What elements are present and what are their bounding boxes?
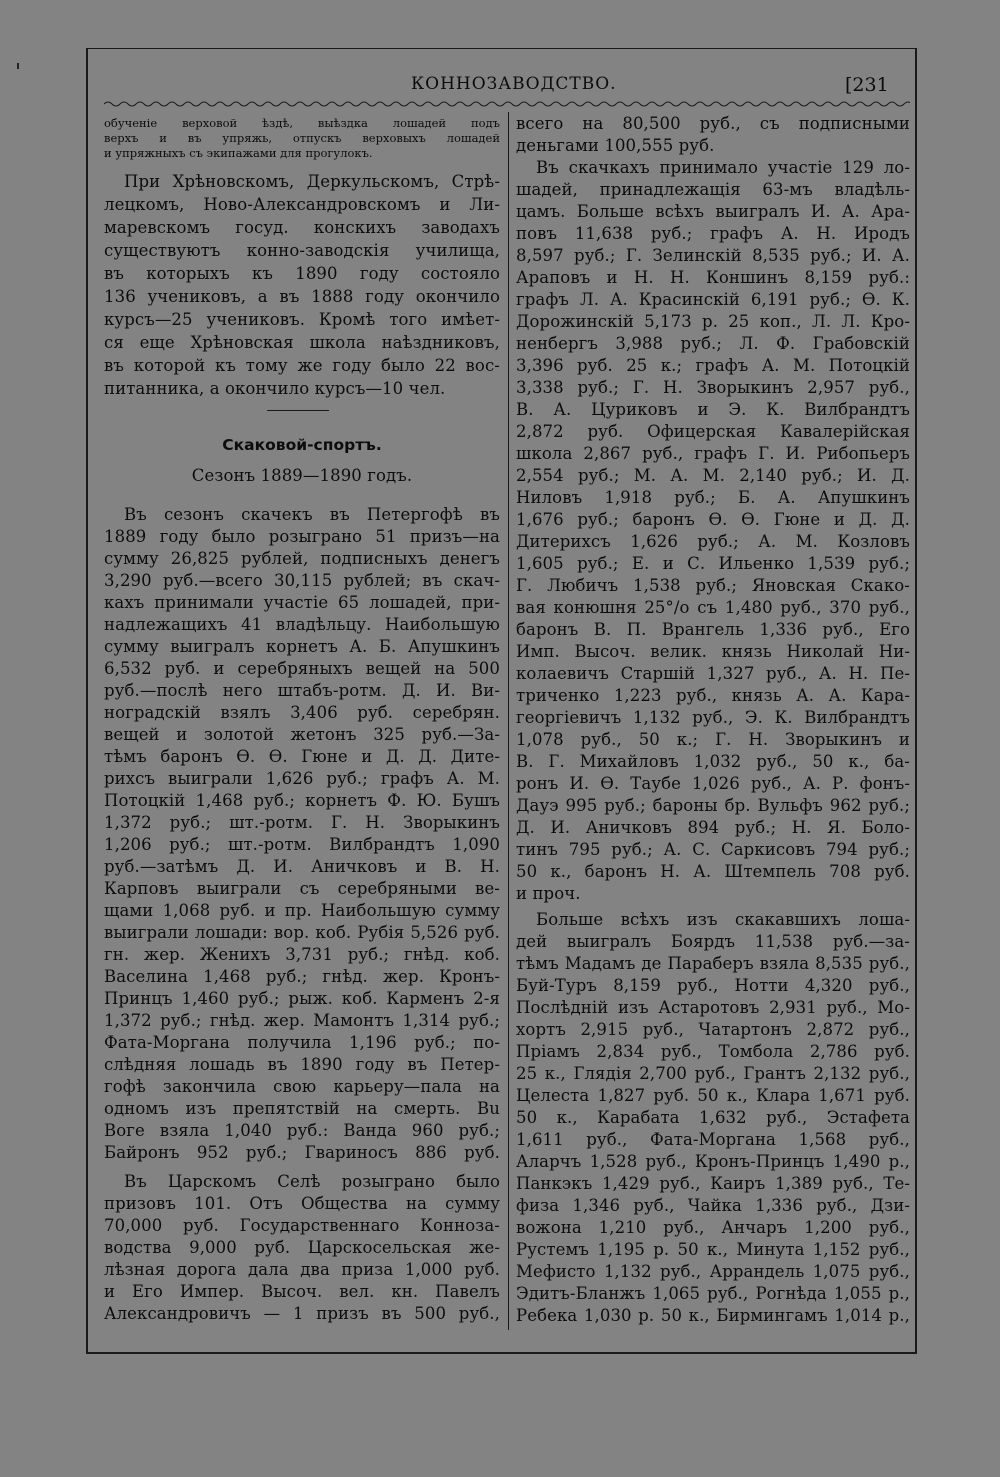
text-line: ноградскій взялъ 3,406 руб. серебрян. [104,703,500,722]
text-line: деньгами 100,555 руб. [516,136,715,155]
text-line: руб.—послѣ него штабъ-ротм. Д. И. Ви- [104,681,500,700]
text-line: 50 к., баронъ Н. А. Штемпель 708 руб. [516,862,910,881]
text-line: надлежащихъ 41 владѣльцу. Наибольшую [104,615,500,634]
text-line: Аларчъ 1,528 руб., Кронъ-Принцъ 1,490 р., [516,1152,910,1171]
text-line: курсъ—25 учениковъ. Кромѣ того имѣет- [104,310,500,329]
text-line: вая конюшня 25°/о съ 1,480 руб., 370 руб., [516,598,910,617]
text-line: Въ Царскомъ Селѣ розыграно было [124,1172,500,1191]
text-line: 1,372 руб.; шт.-ротм. Г. Н. Зворыкинъ [104,813,500,832]
text-line: Пріамъ 2,834 руб., Томбола 2,786 руб. [516,1042,910,1061]
text-line: Больше всѣхъ изъ скакавшихъ лоша- [536,910,910,929]
text-line: Дорожинскій 5,173 р. 25 коп., Л. Л. Кро- [516,312,910,331]
text-line: 25 к., Глядія 2,700 руб., Грантъ 2,132 руб., [516,1064,910,1083]
season-subtitle: Сезонъ 1889—1890 годъ. [191,466,413,485]
text-line: георгіевичъ 1,132 руб., Э. К. Вилбрандтъ [516,708,910,727]
text-line: тинъ 795 руб.; А. С. Саркисовъ 794 руб.; [516,840,910,859]
text-line: Целеста 1,827 руб. 50 к., Клара 1,671 руб. [516,1086,910,1105]
text-line: и Его Импер. Высоч. вел. кн. Павелъ [104,1282,500,1301]
text-line: сумму 26,825 рублей, подписныхъ денегъ [104,549,500,568]
text-line: ненбергъ 3,988 руб.; Л. Ф. Грабовскій [516,334,910,353]
text-line: одномъ изъ препятствій на смерть. Bu [104,1099,500,1118]
section-divider [267,410,329,411]
text-line: Потоцкій 1,468 руб.; корнетъ Ф. Ю. Бушъ [104,791,500,810]
text-line: школа 2,867 руб., графъ Г. И. Рибопьеръ [516,444,910,463]
text-line: 8,597 руб.; Г. Зелинскій 8,535 руб.; И. А. [516,246,910,265]
text-line: гн. жер. Женихъ 3,731 руб.; гнѣд. коб. [104,945,500,964]
text-line: сумму выигралъ корнетъ А. Б. Апушкинъ [104,637,500,656]
text-line: В. Г. Михайловъ 1,032 руб., 50 к., ба- [516,752,910,771]
text-line: руб.—затѣмъ Д. И. Аничковъ и В. Н. [104,857,500,876]
text-line: колаевичъ Старшій 1,327 руб., А. Н. Пе- [516,664,910,683]
text-line: 3,338 руб.; Г. Н. Зворыкинъ 2,957 руб., [516,378,910,397]
text-line: 6,532 руб. и серебряныхъ вещей на 500 [104,659,500,678]
text-line: Дитерихсъ 1,626 руб.; А. М. Козловъ [516,532,910,551]
text-line: тѣмъ Мадамъ де Параберъ взяла 8,535 руб., [516,954,910,973]
text-line: ронъ И. Ѳ. Таубе 1,026 руб., А. Р. фонъ- [516,774,910,793]
text-line: въ которой къ тому же году было 22 вос- [104,356,500,375]
text-line: Александровичъ — 1 призъ въ 500 руб., [104,1304,500,1323]
text-line: Принцъ 1,460 руб.; рыж. коб. Карменъ 2-я [104,989,500,1008]
text-line: Мефисто 1,132 руб., Аррандель 1,075 руб., [516,1262,910,1281]
text-line: Въ сезонъ скачекъ въ Петергофѣ въ [124,505,500,524]
text-line: шадей, принадлежащія 63-мъ владѣль- [516,180,910,199]
text-line: гофѣ закончила свою карьеру—пала на [104,1077,500,1096]
text-line: физа 1,346 руб., Чайка 1,336 руб., Дзи- [516,1196,910,1215]
wavy-rule [104,100,910,108]
section-title: Скаковой-спортъ. [222,436,382,454]
text-line: Карповъ выиграли съ серебряными ве- [104,879,500,898]
page-number: [231 [845,74,889,96]
column-separator [508,112,509,1330]
text-line: Панкэкъ 1,429 руб., Каиръ 1,389 руб., Те- [516,1174,910,1193]
text-line: баронъ В. П. Врангель 1,336 руб., Его [516,620,910,639]
text-line: 136 учениковъ, а въ 1888 году окончило [104,287,500,306]
text-line: повъ 11,638 руб.; графъ А. Н. Иродъ [516,224,910,243]
text-line: Boге взяла 1,040 руб.: Ванда 960 руб.; [104,1121,500,1140]
text-line: Ниловъ 1,918 руб.; Б. А. Апушкинъ [516,488,910,507]
text-line: Дауэ 995 руб.; бароны бр. Вульфъ 962 руб.; [516,796,910,815]
text-line: 1,676 руб.; баронъ Ѳ. Ѳ. Гюне и Д. Д. [516,510,910,529]
text-line: Буй-Туръ 8,159 руб., Нотти 4,320 руб., [516,976,910,995]
text-line: Ребека 1,030 р. 50 к., Бирмингамъ 1,014 р., [516,1306,910,1325]
text-line: 2,554 руб.; М. А. М. 2,140 руб.; И. Д. [516,466,910,485]
text-line: цамъ. Больше всѣхъ выигралъ И. А. Ара- [516,202,910,221]
text-line: призовъ 101. Отъ Общества на сумму [104,1194,500,1213]
bottom-rule [86,1352,917,1354]
text-line: 3,290 руб.—всего 30,115 рублей; въ скач- [104,571,500,590]
text-line: Фата-Моргана получила 1,196 руб.; по- [104,1033,500,1052]
text-line: Д. И. Аничковъ 894 руб.; Н. Я. Боло- [516,818,910,837]
text-line: Васелина 1,468 руб.; гнѣд. жер. Кронъ- [104,967,500,986]
header-title: КОННОЗАВОДСТВО. [411,74,617,94]
text-line: 2,872 руб. Офицерская Кавалерійская [516,422,910,441]
text-line: Г. Любичъ 1,538 руб.; Яновская Скако- [516,576,910,595]
text-line: ся еще Хрѣновская школа наѣздниковъ, [104,333,500,352]
text-line: питанника, а окончило курсъ—10 чел. [104,379,446,398]
text-line: маревскомъ госуд. конскихъ заводахъ [104,218,500,237]
text-line: Эдитъ-Бланжъ 1,065 руб., Рогнѣда 1,055 р., [516,1284,910,1303]
intro-line: обученіе верховой ѣздѣ, выѣздка лошадей подъ [104,116,500,130]
margin-mark [17,63,19,69]
text-line: Араповъ и Н. Н. Коншинъ 8,159 руб.: [516,268,910,287]
text-line: Послѣдній изъ Астаротовъ 2,931 руб., Мо- [516,998,910,1017]
text-line: Имп. Высоч. велик. князь Николай Ни- [516,642,910,661]
text-line: триченко 1,223 руб., князь А. А. Кара- [516,686,910,705]
intro-line: и упряжныхъ съ экипажами для прогулокъ. [104,146,373,160]
text-line: тѣмъ баронъ Ѳ. Ѳ. Гюне и Д. Д. Дите- [104,747,500,766]
text-line: графъ Л. А. Красинскій 6,191 руб.; Ѳ. К. [516,290,910,309]
text-line: дей выигралъ Боярдъ 11,538 руб.—за- [516,932,910,951]
text-line: лецкомъ, Ново-Александровскомъ и Ли- [104,195,500,214]
running-header [88,74,915,100]
text-line: 1,611 руб., Фата-Моргана 1,568 руб., [516,1130,910,1149]
text-line: 1,206 руб.; шт.-ротм. Вилбрандтъ 1,090 [104,835,500,854]
text-line: хортъ 2,915 руб., Чатартонъ 2,872 руб., [516,1020,910,1039]
text-line: щами 1,068 руб. и пр. Наибольшую сумму [104,901,500,920]
text-line: В. А. Цуриковъ и Э. К. Вилбрандтъ [516,400,910,419]
text-line: въ которыхъ къ 1890 году состояло [104,264,500,283]
text-line: 1,605 руб.; Е. и С. Ильенко 1,539 руб.; [516,554,910,573]
text-line: всего на 80,500 руб., съ подписными [516,114,910,133]
text-line: Рустемъ 1,195 р. 50 к., Минута 1,152 руб., [516,1240,910,1259]
text-line: и проч. [516,884,581,903]
text-line: 1,078 руб., 50 к.; Г. Н. Зворыкинъ и [516,730,910,749]
text-line: лѣзная дорога дала два приза 1,000 руб. [104,1260,500,1279]
text-line: кахъ принимали участіе 65 лошадей, при- [104,593,500,612]
text-line: 50 к., Карабата 1,632 руб., Эстафета [516,1108,910,1127]
text-line: выиграли лошади: вор. коб. Рубія 5,526 руб. [104,923,500,942]
text-line: слѣдняя лошадь въ 1890 году въ Петер- [104,1055,500,1074]
text-line: При Хрѣновскомъ, Деркульскомъ, Стрѣ- [124,172,500,191]
text-line: рихсъ выиграли 1,626 руб.; графъ А. М. [104,769,500,788]
text-line: Въ скачкахъ принимало участіе 129 ло- [536,158,910,177]
text-line: 1,372 руб.; гнѣд. жер. Мамонтъ 1,314 руб.; [104,1011,500,1030]
text-line: вещей и золотой жетонъ 325 руб.—За- [104,725,500,744]
text-line: 70,000 руб. Государственнаго Конноза- [104,1216,500,1235]
text-line: 3,396 руб. 25 к.; графъ А. М. Потоцкій [516,356,910,375]
text-line: существуютъ конно-заводскія училища, [104,241,500,260]
intro-line: верхъ и въ упряжь, отпускъ верховыхъ лошадей [104,131,500,145]
text-line: Байронъ 952 руб.; Гвариносъ 886 руб. [104,1143,500,1162]
text-line: водства 9,000 руб. Царскосельская же- [104,1238,500,1257]
text-line: 1889 году было розыграно 51 призъ—на [104,527,500,546]
text-line: вожона 1,210 руб., Анчаръ 1,200 руб., [516,1218,910,1237]
